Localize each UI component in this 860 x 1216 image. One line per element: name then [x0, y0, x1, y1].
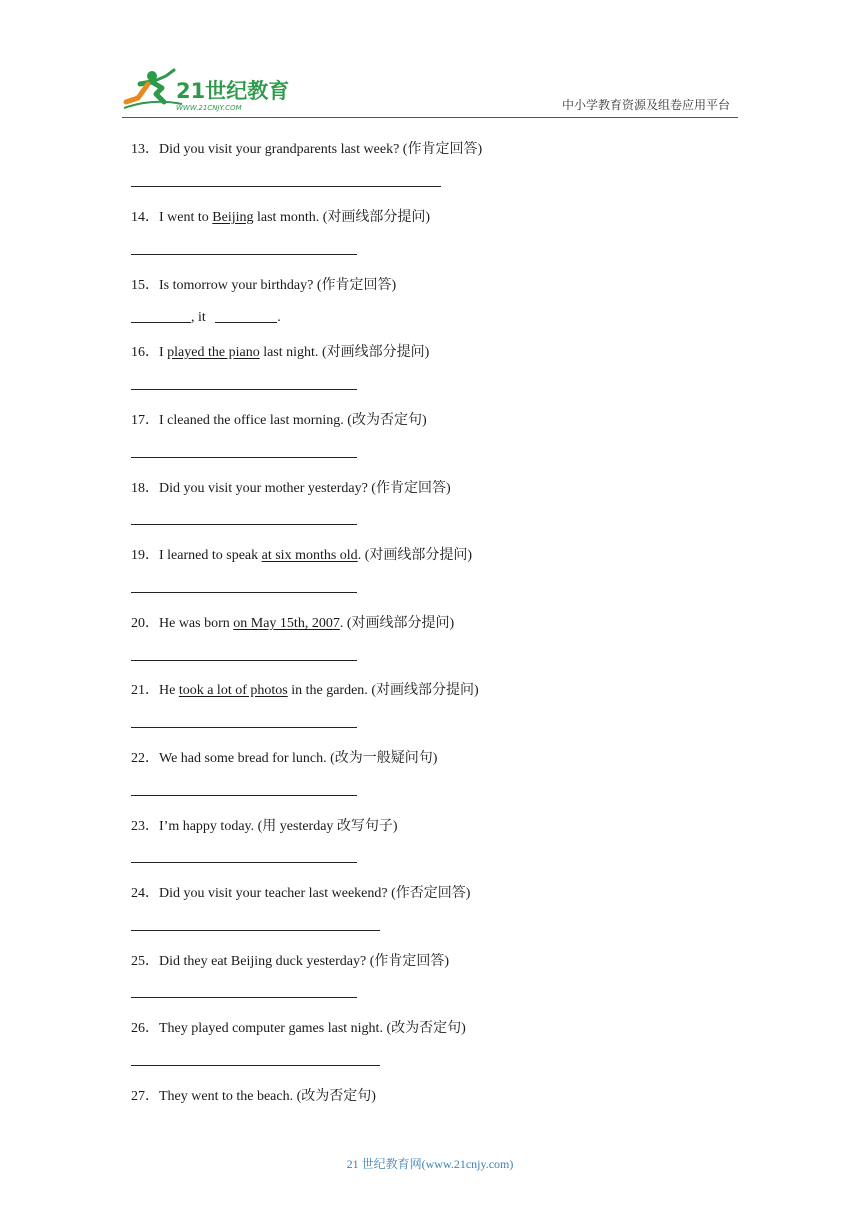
answer-line-26[interactable] — [131, 1065, 380, 1066]
question-23: 23．I’m happy today. (用 yesterday 改写句子) — [131, 819, 398, 834]
header-platform-text: 中小学教育资源及组卷应用平台 — [561, 98, 730, 112]
question-26: 26．They played computer games last night. (改为否定句) — [131, 1021, 466, 1036]
answer-line-23[interactable] — [131, 862, 357, 863]
answer-line-25[interactable] — [131, 997, 357, 998]
answer-line-16[interactable] — [131, 389, 357, 390]
question-24: 24．Did you visit your teacher last weekend? (作否定回答) — [131, 886, 471, 901]
page-footer: 21 世纪教育网(www.21cnjy.com) — [346, 1157, 514, 1171]
logo-url: WWW.21CNJY.COM — [176, 104, 242, 112]
underlined-phrase: on May 15th, 2007 — [233, 616, 340, 631]
answer-blanks-15: , it . — [131, 308, 281, 326]
blank-1[interactable] — [131, 308, 191, 323]
underlined-phrase: took a lot of photos — [178, 683, 288, 698]
answer-line-22[interactable] — [131, 795, 357, 796]
underlined-phrase: played the piano — [167, 345, 260, 360]
question-13: 13．Did you visit your grandparents last week? (作肯定回答) — [131, 142, 483, 157]
question-25: 25．Did they eat Beijing duck yesterday? (作肯定回答) — [131, 954, 450, 969]
answer-line-17[interactable] — [131, 457, 357, 458]
header-divider — [122, 117, 738, 118]
question-21: 21．He took a lot of photos in the garden. (对画线部分提问) — [131, 683, 479, 698]
logo — [122, 68, 292, 114]
question-14: 14．I went to Beijing last month. (对画线部分提问) — [131, 210, 431, 225]
question-27: 27．They went to the beach. (改为否定句) — [131, 1089, 376, 1104]
question-19: 19．I learned to speak at six months old. (对画线部分提问) — [131, 548, 473, 563]
logo-text: 21世纪教育 — [176, 79, 290, 103]
answer-line-21[interactable] — [131, 727, 357, 728]
question-22: 22．We had some bread for lunch. (改为一般疑问句) — [131, 751, 438, 766]
question-16: 16．I played the piano last night. (对画线部分提问) — [131, 345, 430, 360]
question-15: 15．Is tomorrow your birthday? (作肯定回答) — [131, 278, 397, 293]
answer-line-13[interactable] — [131, 186, 441, 187]
underlined-phrase: Beijing — [212, 210, 254, 225]
answer-line-24[interactable] — [131, 930, 380, 931]
page-header — [0, 0, 860, 120]
underlined-phrase: at six months old — [261, 548, 358, 563]
question-20: 20．He was born on May 15th, 2007. (对画线部分提问) — [131, 616, 455, 631]
question-18: 18．Did you visit your mother yesterday? (作肯定回答) — [131, 481, 451, 496]
answer-line-14[interactable] — [131, 254, 357, 255]
answer-line-18[interactable] — [131, 524, 357, 525]
answer-line-19[interactable] — [131, 592, 357, 593]
question-17: 17．I cleaned the office last morning. (改为否定句) — [131, 413, 427, 428]
answer-line-20[interactable] — [131, 660, 357, 661]
blank-2[interactable] — [215, 308, 277, 323]
